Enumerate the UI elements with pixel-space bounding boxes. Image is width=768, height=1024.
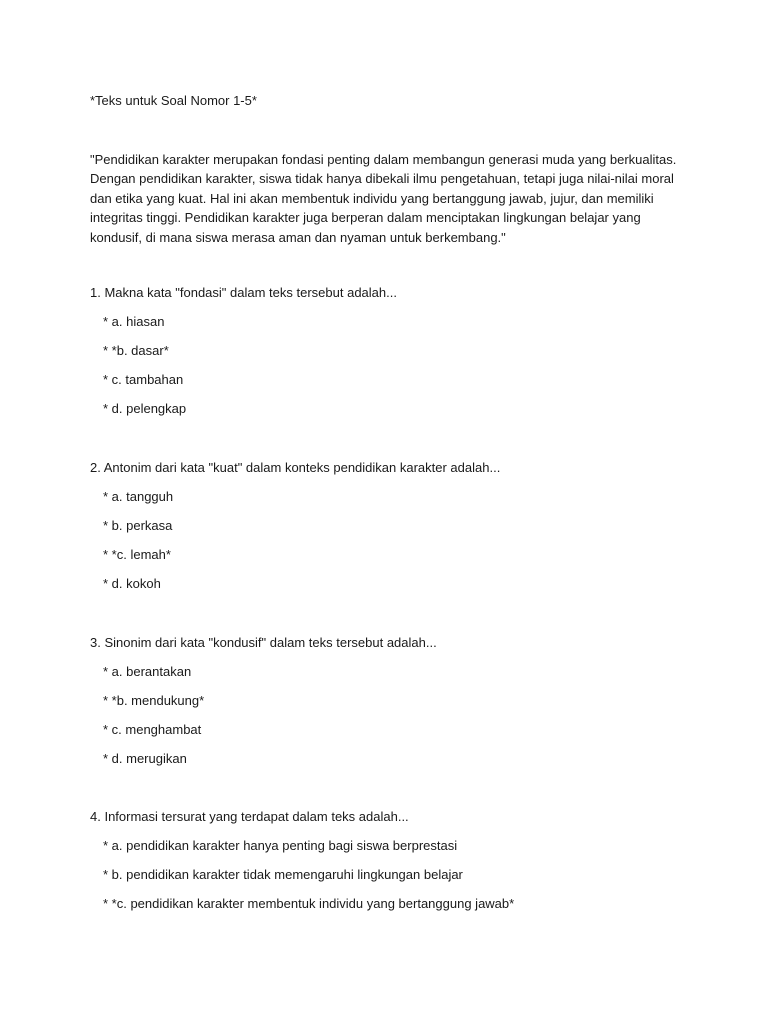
question-text: 2. Antonim dari kata "kuat" dalam konteks pendidikan karakter adalah...: [90, 460, 501, 475]
answer-option: * *b. mendukung*: [103, 693, 205, 708]
answer-option: * d. pelengkap: [103, 401, 187, 416]
answer-option: * b. pendidikan karakter tidak memengaruhi lingkungan belajar: [103, 867, 463, 882]
answer-option: * a. berantakan: [103, 664, 192, 679]
passage-line: kondusif, di mana siswa merasa aman dan nyaman untuk berkembang.": [90, 229, 506, 245]
answer-option: * c. tambahan: [103, 372, 184, 387]
answer-option: * *c. pendidikan karakter membentuk individu yang bertanggung jawab*: [103, 896, 515, 911]
answer-options: [90, 663, 690, 768]
question-text: 1. Makna kata "fondasi" dalam teks tersebut adalah...: [90, 285, 397, 300]
passage-heading: *Teks untuk Soal Nomor 1-5*: [90, 93, 257, 108]
reading-passage: [90, 150, 680, 247]
answer-option: * d. kokoh: [103, 576, 161, 591]
passage-line: integritas tinggi. Pendidikan karakter juga berperan dalam menciptakan lingkungan belajar yang: [90, 210, 641, 226]
question-4: [90, 808, 690, 913]
question-1: [90, 284, 690, 418]
answer-option: * *c. lemah*: [103, 547, 171, 562]
answer-options: [90, 488, 690, 593]
answer-option: * a. hiasan: [103, 314, 165, 329]
answer-option: * a. pendidikan karakter hanya penting bagi siswa berprestasi: [103, 838, 458, 853]
answer-options: [90, 313, 690, 418]
question-3: [90, 634, 690, 768]
answer-option: * d. merugikan: [103, 751, 187, 766]
question-text: 4. Informasi tersurat yang terdapat dalam teks adalah...: [90, 809, 409, 824]
answer-option: * b. perkasa: [103, 518, 173, 533]
passage-line: Dengan pendidikan karakter, siswa tidak hanya dibekali ilmu pengetahuan, tetapi juga nilai-nilai moral: [90, 171, 674, 187]
answer-option: * *b. dasar*: [103, 343, 169, 358]
answer-option: * a. tangguh: [103, 489, 174, 504]
answer-option: * c. menghambat: [103, 722, 202, 737]
question-text: 3. Sinonim dari kata "kondusif" dalam teks tersebut adalah...: [90, 635, 437, 650]
passage-line: "Pendidikan karakter merupakan fondasi penting dalam membangun generasi muda yang berkualitas.: [90, 152, 677, 167]
passage-line: dan etika yang kuat. Hal ini akan membentuk individu yang bertanggung jawab, jujur, dan memiliki: [90, 190, 654, 206]
question-2: [90, 459, 690, 593]
answer-options: [90, 837, 690, 913]
